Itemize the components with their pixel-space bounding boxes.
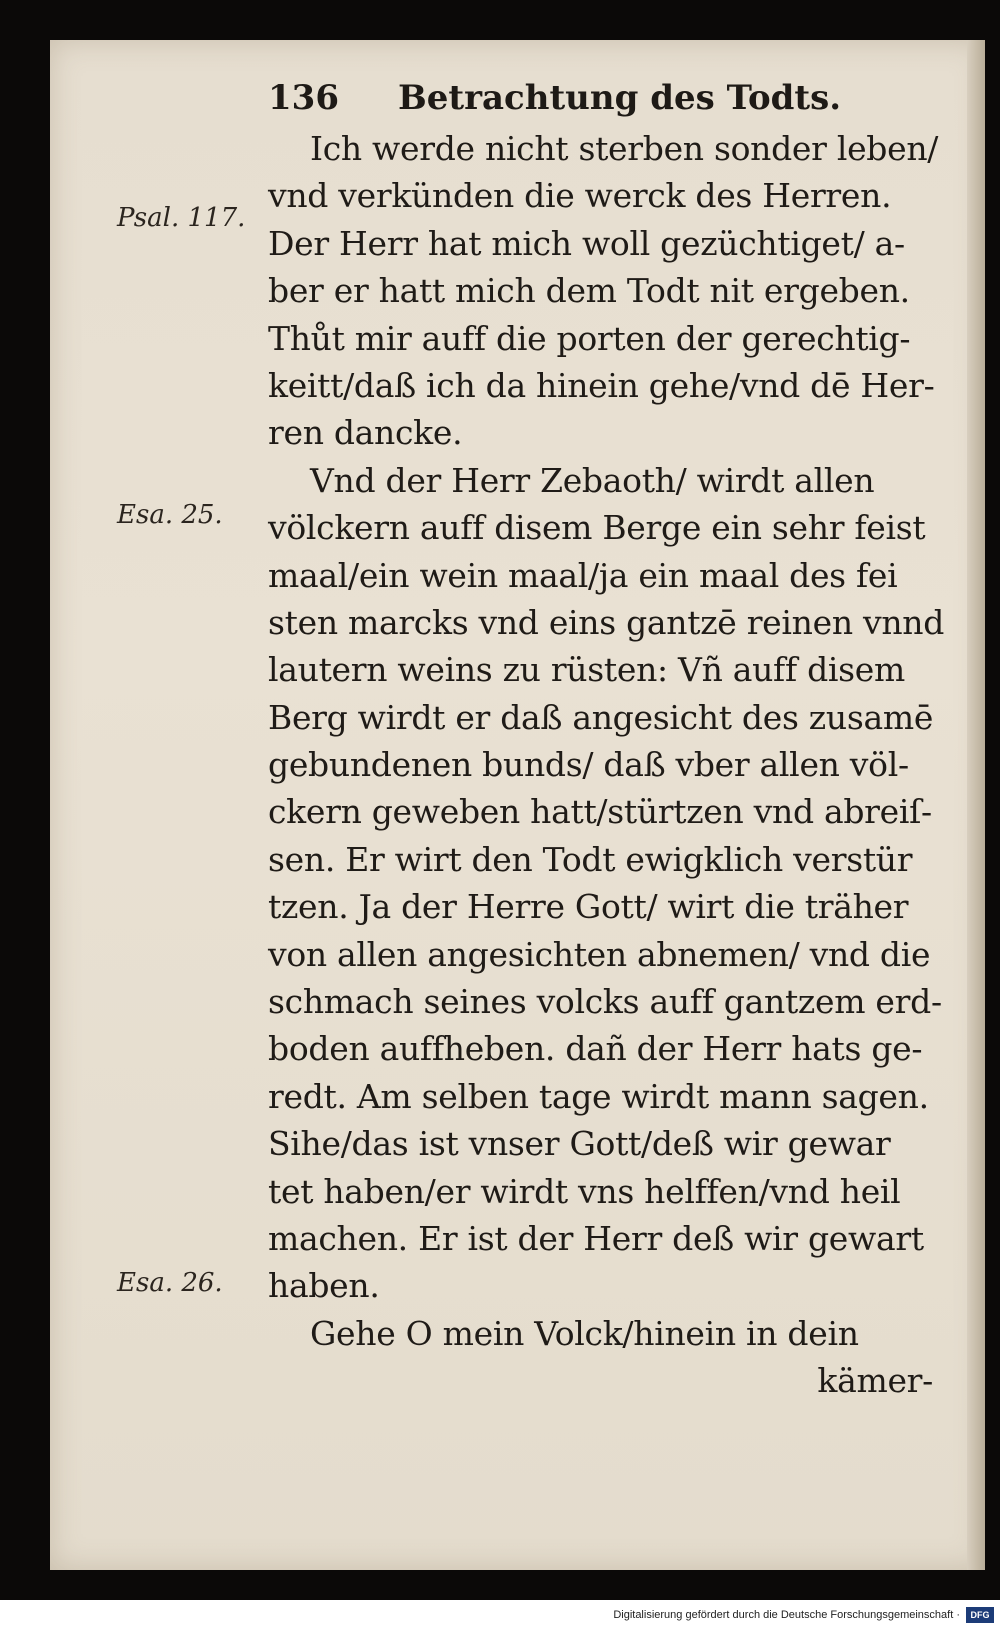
catchword: kämer- (817, 1361, 933, 1401)
footer-bar (0, 1600, 1000, 1633)
text-line: ber er hatt mich dem Todt nit ergeben. (268, 271, 910, 311)
text-line: ren dancke. (268, 413, 463, 453)
text-line: von allen angesichten abnemen/ vnd die (268, 934, 931, 974)
running-head: Betrachtung des Todts. (398, 78, 842, 118)
page-number: 136 (268, 78, 339, 118)
text-line: Ich werde nicht sterben sonder leben/ (310, 129, 939, 168)
text-line: machen. Er ist der Herr deß wir gewart (268, 1218, 924, 1258)
page-spine-shadow (967, 40, 985, 1570)
text-line: Thůt mir auff die porten der gerechtig- (268, 318, 911, 358)
text-line: völckern auff disem Berge ein sehr feist (268, 508, 926, 548)
text-line: redt. Am selben tage wirdt mann sagen. (268, 1076, 929, 1116)
margin-note-esa-25: Esa. 25. (117, 500, 223, 530)
text-line: haben. (268, 1266, 380, 1306)
text-line: maal/ein wein maal/ja ein maal des fei (268, 555, 898, 595)
body-text (268, 125, 945, 1405)
margin-note-esa-26: Esa. 26. (117, 1268, 223, 1298)
text-line: vnd verkünden die werck des Herren. (268, 176, 892, 216)
dfg-logo: DFG (966, 1607, 994, 1623)
text-line: boden auffheben. dañ der Herr hats ge- (268, 1029, 923, 1069)
text-line: gebundenen bunds/ daß vber allen völ- (268, 745, 909, 785)
text-line: Sihe/das ist vnser Gott/deß wir gewar (268, 1124, 891, 1164)
text-line: Gehe O mein Volck/hinein in dein (310, 1313, 859, 1353)
text-line: Der Herr hat mich woll gezüchtiget/ a- (268, 223, 905, 263)
text-line: Vnd der Herr Zebaoth/ wirdt allen (310, 460, 875, 500)
margin-note-psalm: Psal. 117. (117, 203, 246, 233)
text-line: keitt/daß ich da hinein gehe/vnd dē Her- (268, 365, 935, 405)
funding-notice: Digitalisierung gefördert durch die Deutsche Forschungsgemeinschaft · (613, 1609, 960, 1621)
text-line: tet haben/er wirdt vns helffen/vnd heil (268, 1171, 901, 1211)
text-line: sten marcks vnd eins gantzē reinen vnnd (268, 602, 945, 642)
text-line: ckern geweben hatt/stürtzen vnd abreiſ- (268, 792, 932, 832)
text-line: lautern weins zu rüsten: Vñ auff disem (268, 650, 905, 690)
text-line: schmach seines volcks auff gantzem erd- (268, 982, 942, 1022)
text-line: sen. Er wirt den Todt ewigklich verstür (268, 839, 913, 879)
text-line: tzen. Ja der Herre Gott/ wirt die träher (268, 887, 909, 927)
text-line: Berg wirdt er daß angesicht des zusamē (268, 697, 934, 737)
